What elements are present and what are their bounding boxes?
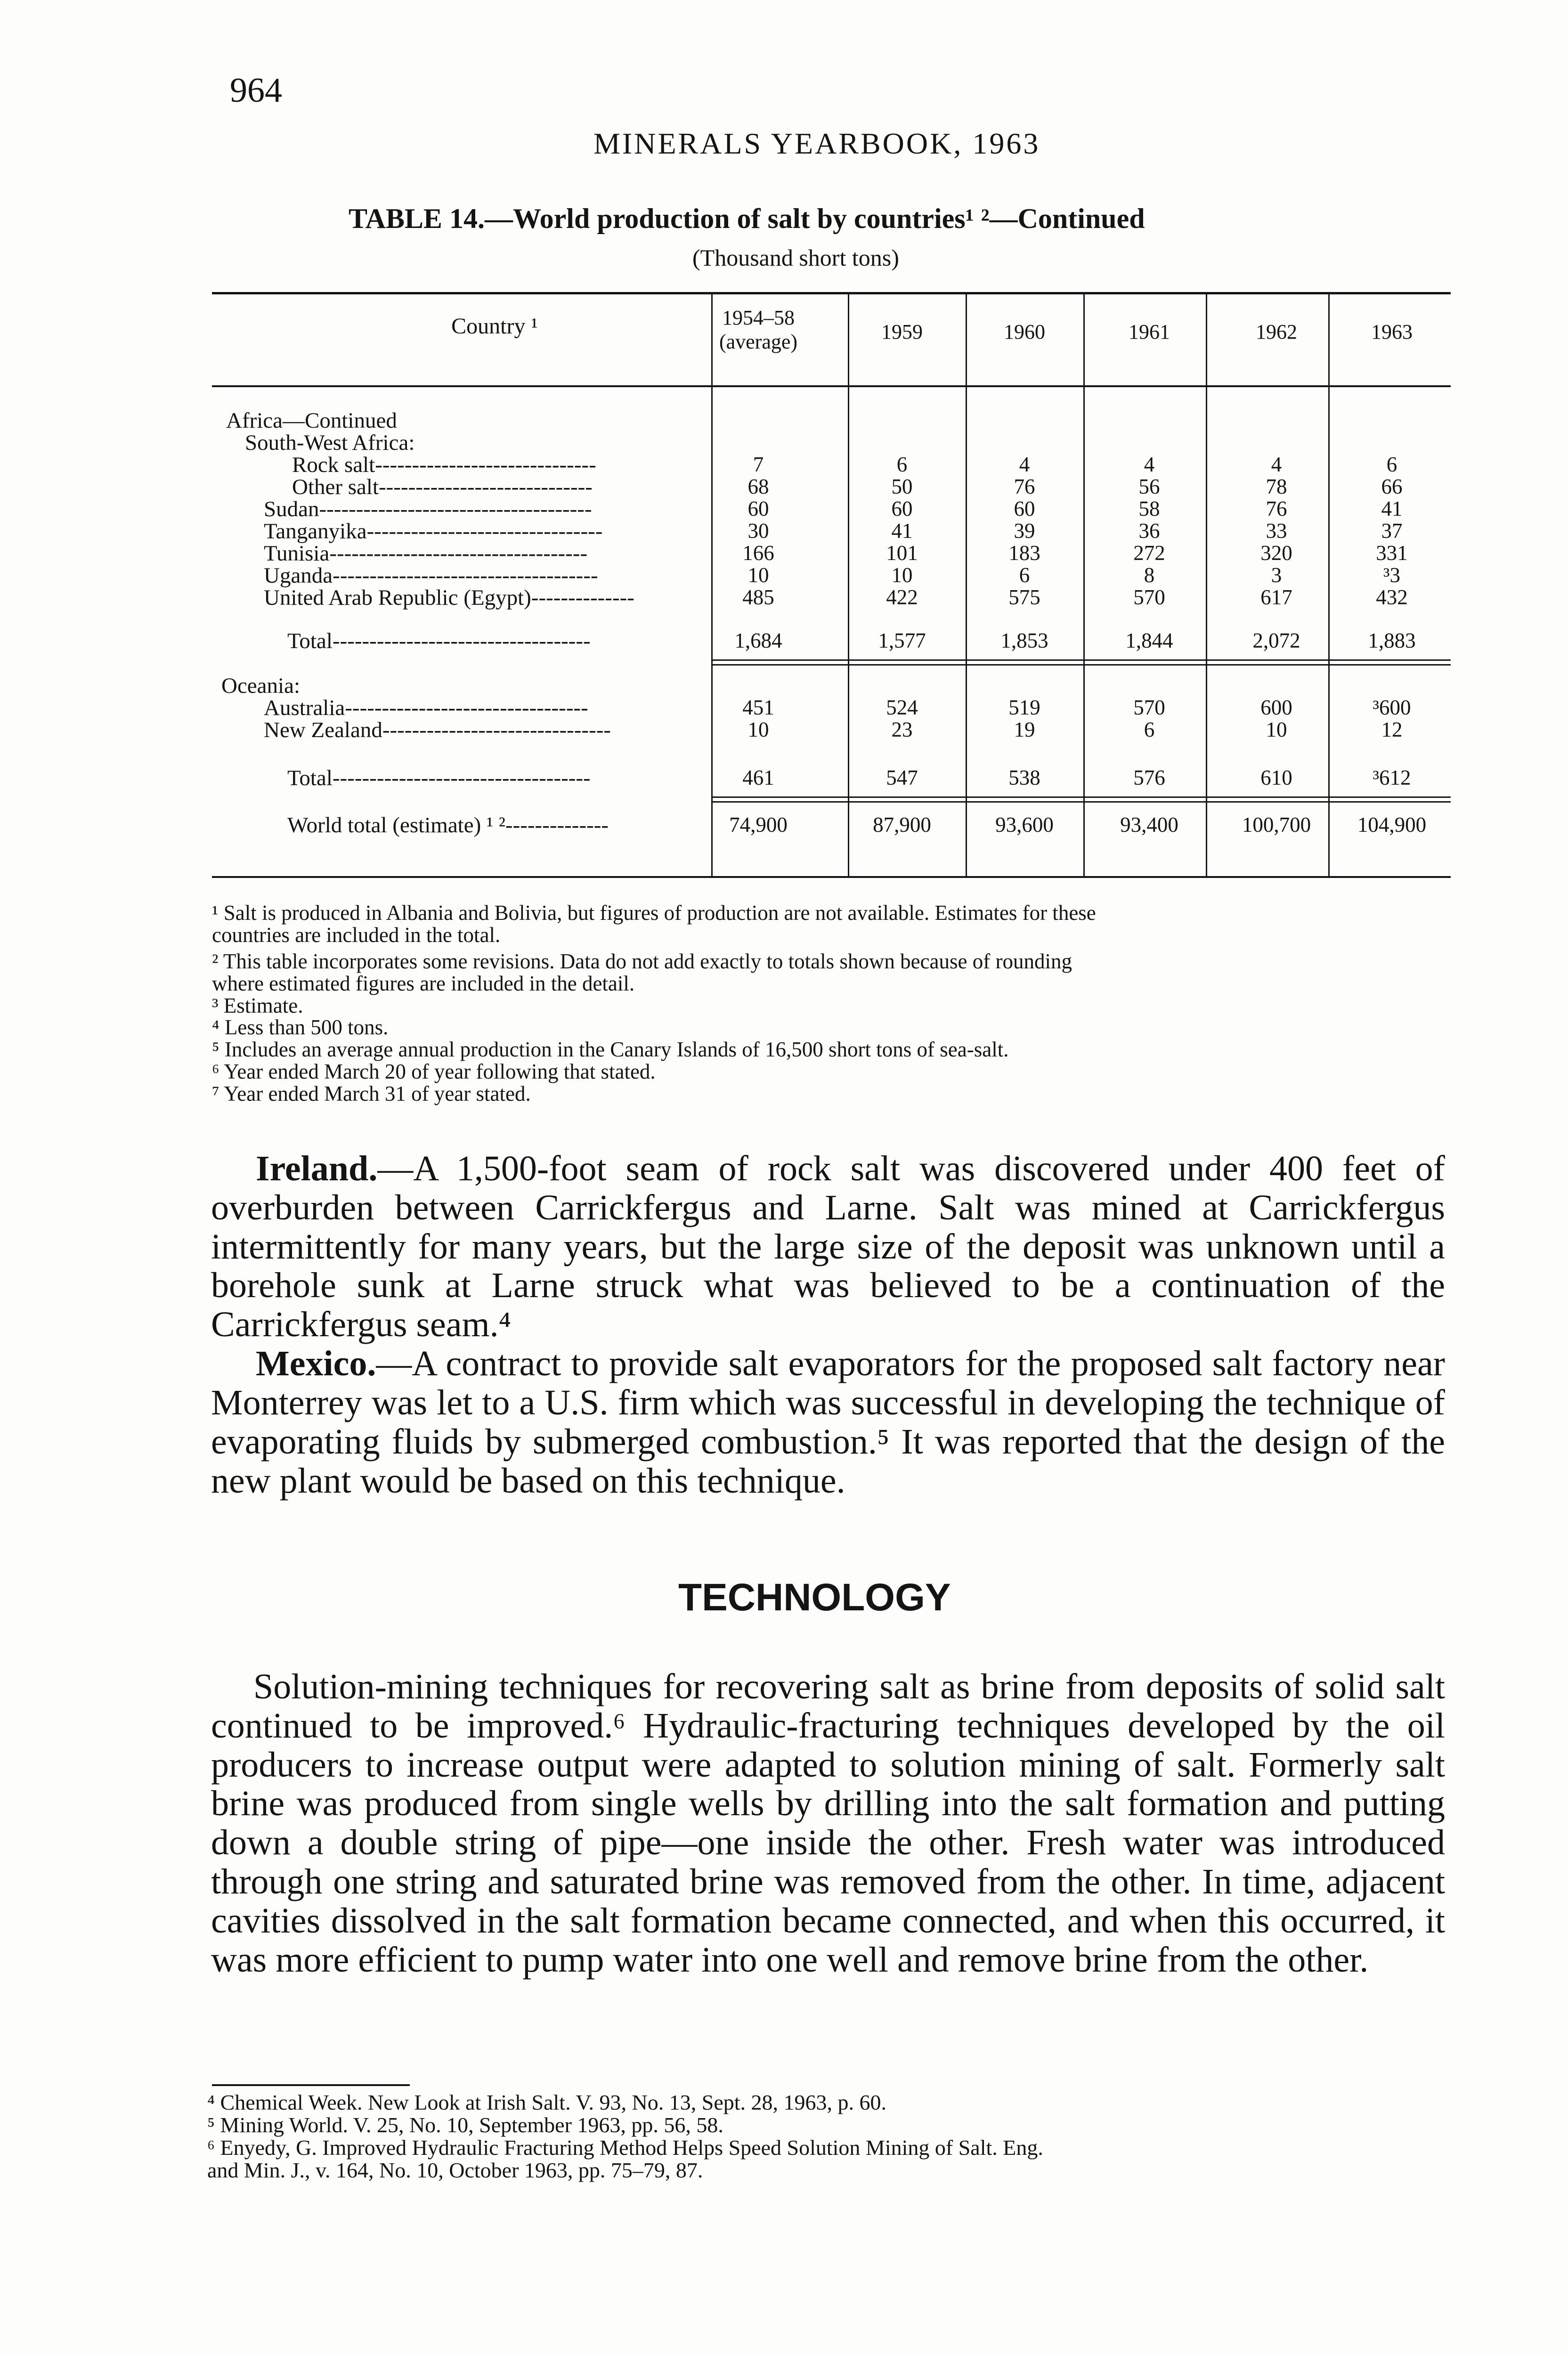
table-bottom-rule (212, 876, 1451, 878)
table-cell: 58 (1138, 497, 1160, 520)
table-cell: 1,684 (734, 629, 782, 652)
table-row-label: Rock salt------------------------------ (292, 453, 596, 477)
table-cell: ³612 (1373, 766, 1411, 789)
total-double-rule (711, 664, 1451, 666)
table-cell: 4 (1019, 453, 1030, 476)
table-cell: 101 (886, 541, 918, 565)
table-cell: 78 (1266, 475, 1287, 498)
table-cell: 6 (1019, 563, 1030, 587)
column-header-year: 1962 (1256, 320, 1297, 343)
column-header-year: 1963 (1371, 320, 1413, 343)
table-cell: 36 (1138, 519, 1160, 543)
table-cell: 39 (1014, 519, 1035, 543)
table-row-label: Australia--------------------------------- (264, 696, 588, 720)
table-cell: 76 (1014, 475, 1035, 498)
table-footnote: ⁵ Includes an average annual production in the Canary Islands of 16,500 short tons of sea-salt. (212, 1038, 1009, 1061)
table-cell: 68 (747, 475, 769, 498)
table-row-label: United Arab Republic (Egypt)-------------- (264, 585, 634, 610)
table-row-label: Sudan------------------------------------- (264, 497, 592, 521)
total-double-rule (711, 801, 1451, 803)
table-cell: 10 (1266, 718, 1287, 741)
bottom-footnote: and Min. J., v. 164, No. 10, October 1963, pp. 75–79, 87. (207, 2158, 703, 2182)
table-cell: 451 (742, 696, 774, 719)
table-cell: 1,844 (1125, 629, 1173, 652)
total-row-label: Total----------------------------------- (287, 766, 591, 790)
paragraph-text: —A 1,500-foot seam of rock salt was discovered under 400 feet of overburden between Carrickfergus and Larne. Salt was mined at Carrickfergus intermittently for many years, but the large size of the deposit was unknown until a borehole sunk at Larne struck what was believed to be a continuation of the Carrickfergus seam.⁴ (211, 1149, 1445, 1345)
table-cell: 610 (1260, 766, 1292, 789)
table-cell: 50 (891, 475, 913, 498)
table-cell: 2,072 (1252, 629, 1300, 652)
table-cell: 1,883 (1368, 629, 1416, 652)
table-cell: 37 (1381, 519, 1403, 543)
table-footnote: countries are included in the total. (212, 923, 501, 947)
table-row-label: New Zealand------------------------------- (264, 718, 611, 742)
footnote-rule (212, 2084, 410, 2086)
column-header-year: 1959 (881, 320, 923, 343)
table-cell: 519 (1008, 696, 1040, 719)
table-cell: 432 (1376, 585, 1408, 609)
table-footnote: ⁴ Less than 500 tons. (212, 1015, 389, 1039)
table-cell: 3 (1271, 563, 1282, 587)
section-sublabel: South-West Africa: (245, 430, 415, 455)
table-row-label: Uganda------------------------------------ (264, 563, 598, 588)
table-units: (Thousand short tons) (692, 244, 899, 271)
table-row-label: Tunisia----------------------------------- (264, 541, 588, 566)
table-cell: 12 (1381, 718, 1403, 741)
table-cell: 93,600 (995, 813, 1054, 836)
table-cell: 422 (886, 585, 918, 609)
table-cell: 10 (747, 563, 769, 587)
table-footnote: ¹ Salt is produced in Albania and Bolivia, but figures of production are not available. Estimates for these (212, 901, 1096, 925)
bottom-footnote: ⁴ Chemical Week. New Look at Irish Salt. V. 93, No. 13, Sept. 28, 1963, p. 60. (207, 2090, 887, 2114)
table-footnote: where estimated figures are included in the detail. (212, 972, 635, 995)
section-heading: TECHNOLOGY (678, 1576, 951, 1619)
table-cell: 74,900 (729, 813, 788, 836)
table-row-label: Tanganyika-------------------------------- (264, 519, 603, 544)
table-cell: 19 (1014, 718, 1035, 741)
table-cell: 10 (891, 563, 913, 587)
header-bottom-rule (212, 385, 1451, 387)
column-header-year: 1961 (1129, 320, 1170, 343)
table-cell: 41 (891, 519, 913, 543)
table-cell: 7 (753, 453, 764, 476)
table-cell: 600 (1260, 696, 1292, 719)
running-title: MINERALS YEARBOOK, 1963 (593, 127, 1040, 160)
total-row-label: Total----------------------------------- (287, 629, 591, 653)
total-double-rule (711, 659, 1451, 661)
table-footnote: ⁷ Year ended March 31 of year stated. (212, 1082, 531, 1105)
table-cell: 60 (1014, 497, 1035, 520)
technology-paragraph (211, 1667, 1445, 1980)
world-total-label: World total (estimate) ¹ ²-------------- (287, 813, 609, 837)
table-cell: 538 (1008, 766, 1040, 789)
column-divider (1083, 293, 1085, 876)
column-header-country: Country ¹ (451, 314, 538, 339)
table-cell: 4 (1144, 453, 1155, 476)
table-cell: 320 (1260, 541, 1292, 565)
table-footnote: ⁶ Year ended March 20 of year following that stated. (212, 1060, 656, 1083)
table-cell: 6 (896, 453, 908, 476)
table-cell: 1,577 (878, 629, 926, 652)
table-title: TABLE 14.—World production of salt by countries¹ ²—Continued (349, 203, 1145, 234)
column-divider (1328, 293, 1330, 876)
table-cell: 93,400 (1120, 813, 1178, 836)
table-cell: 575 (1008, 585, 1040, 609)
paragraph-head: Ireland. (256, 1149, 378, 1188)
table-cell: 6 (1386, 453, 1397, 476)
table-cell: 104,900 (1357, 813, 1427, 836)
table-cell: 23 (891, 718, 913, 741)
paragraph-text: Solution-mining techniques for recovering salt as brine from deposits of solid salt continued to be improved.⁶ Hydraulic-fracturing techniques developed by the oil producers to increase output were adapted to solution mining of salt. Formerly salt brine was produced from single wells by drilling into the salt formation and putting down a double string of pipe—one inside the other. Fresh water was introduced through one string and saturated brine was removed from the other. In time, adjacent cavities dissolved in the salt formation became connected, and when this occurred, it was more efficient to pump water into one well and remove brine from the other. (211, 1667, 1445, 1980)
table-cell: 547 (886, 766, 918, 789)
paragraph-text: —A contract to provide salt evaporators for the proposed salt factory near Monterrey was let to a U.S. firm which was successful in developing the technique of evaporating fluids by submerged combustion.⁵ It was reported that the design of the new plant would be based on this technique. (211, 1344, 1445, 1501)
table-cell: 524 (886, 696, 918, 719)
table-cell: 570 (1133, 696, 1165, 719)
table-top-rule (212, 292, 1451, 294)
table-cell: 272 (1133, 541, 1165, 565)
table-row-label: Other salt----------------------------- (292, 475, 593, 499)
table-cell: 30 (747, 519, 769, 543)
table-cell: 4 (1271, 453, 1282, 476)
column-divider (966, 293, 967, 876)
table-cell: ³3 (1383, 563, 1400, 587)
country-paragraphs (211, 1149, 1445, 1500)
table-cell: 485 (742, 585, 774, 609)
table-cell: 41 (1381, 497, 1403, 520)
table-cell: 60 (747, 497, 769, 520)
table-cell: 100,700 (1242, 813, 1311, 836)
column-header-year: 1960 (1004, 320, 1045, 343)
table-cell: 6 (1144, 718, 1155, 741)
table-cell: 331 (1376, 541, 1408, 565)
paragraph-head: Mexico. (256, 1344, 376, 1384)
table-cell: 461 (742, 766, 774, 789)
table-footnote: ³ Estimate. (212, 994, 303, 1017)
table-cell: 66 (1381, 475, 1403, 498)
table-cell: 60 (891, 497, 913, 520)
table-cell: 33 (1266, 519, 1287, 543)
column-divider (1206, 293, 1207, 876)
table-cell: 570 (1133, 585, 1165, 609)
section-label: Oceania: (221, 674, 301, 698)
page-number: 964 (230, 71, 282, 110)
table-cell: 183 (1008, 541, 1040, 565)
bottom-footnote: ⁵ Mining World. V. 25, No. 10, September 1963, pp. 56, 58. (207, 2113, 723, 2137)
table-cell: 76 (1266, 497, 1287, 520)
table-cell: 87,900 (873, 813, 931, 836)
table-cell: 576 (1133, 766, 1165, 789)
table-footnote: ² This table incorporates some revisions. Data do not add exactly to totals shown because of rounding (212, 950, 1072, 973)
table-cell: 10 (747, 718, 769, 741)
paragraph-ireland (211, 1149, 1445, 1344)
total-double-rule (711, 796, 1451, 798)
column-divider (848, 293, 849, 876)
bottom-footnote: ⁶ Enyedy, G. Improved Hydraulic Fracturing Method Helps Speed Solution Mining of Salt. Eng. (207, 2136, 1043, 2160)
table-cell: 1,853 (1000, 629, 1048, 652)
table-cell: 8 (1144, 563, 1155, 587)
table-cell: 56 (1138, 475, 1160, 498)
table-cell: ³600 (1373, 696, 1411, 719)
paragraph-mexico (211, 1344, 1445, 1500)
section-label: Africa—Continued (226, 408, 397, 433)
table-cell: 166 (742, 541, 774, 565)
table-cell: 617 (1260, 585, 1292, 609)
column-header-year: 1954–58 (average) (719, 306, 798, 353)
